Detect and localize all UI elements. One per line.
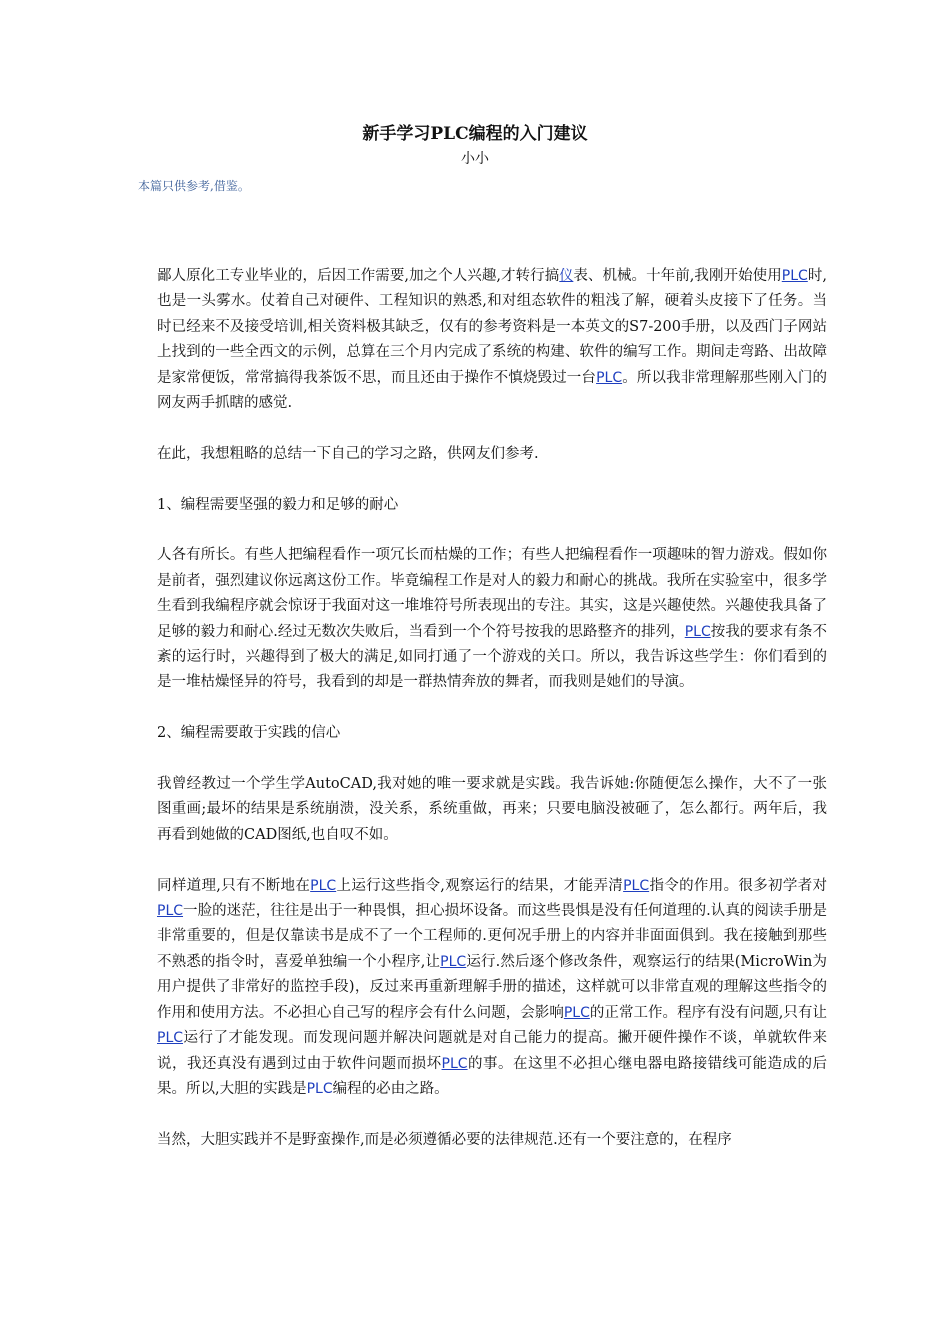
link-plc[interactable]: PLC	[441, 1055, 468, 1072]
section-heading-1: 1、编程需要坚强的毅力和足够的耐心	[157, 496, 399, 513]
link-plc[interactable]: PLC	[684, 623, 711, 640]
paragraph-practice: 同样道理,只有不断地在PLC上运行这些指令,观察运行的结果，才能弄清PLC指令的作用。很多初学者对PLC一脸的迷茫，往往是出于一种畏惧，担心损坏设备。而这些畏惧是没有任何道理的.认真的阅读手册是非常重要的，但是仅靠读书是成不了一个工程师的.更何况手册上的内容并非面面俱到。我在接触到那些不熟悉的指令时，喜爱单独编一个小程序,让PLC运行.然后逐个修改条件，观察运行的结果(MicroWin为用户提供了非常好的监控手段)，反过来再重新理解手册的描述，这样就可以非常直观的理解这些指令的作用和使用方法。不必担心自己写的程序会有什么问题，会影响PLC的正常工作。程序有没有问题,只有让PLC运行了才能发现。而发现问题并解决问题就是对自己能力的提高。撇开硬件操作不谈，单就软件来说，我还真没有遇到过由于软件问题而损坏PLC的事。在这里不必担心继电器电路接错线可能造成的后果。所以,大胆的实践是PLC编程的必由之路。	[157, 877, 828, 1097]
link-plc[interactable]: PLC	[310, 877, 337, 894]
link-plc[interactable]: PLC	[157, 1030, 184, 1047]
author-name: 小小	[461, 151, 489, 167]
reference-note: 本篇只供参考,借鉴。	[138, 179, 250, 193]
section-heading-2: 2、编程需要敢于实践的信心	[157, 725, 341, 742]
paragraph-autocad: 我曾经教过一个学生学AutoCAD,我对她的唯一要求就是实践。我告诉她:你随便怎么操作，大不了一张图重画;最坏的结果是系统崩溃，没关系，系统重做，再来；只要电脑没被砸了，怎么都行。两年后，我再看到她做的CAD图纸,也自叹不如。	[157, 776, 827, 843]
paragraph-intro: 鄙人原化工专业毕业的，后因工作需要,加之个人兴趣,才转行搞仪表、机械。十年前,我刚开始使用PLC时,也是一头雾水。仗着自己对硬件、工程知识的熟悉,和对组态软件的粗浅了解，硬着头皮接下了任务。当时已经来不及接受培训,相关资料极其缺乏，仅有的参考资料是一本英文的S7-200手册，以及西门子网站上找到的一些全西文的示例，总算在三个月内完成了系统的构建、软件的编写工作。期间走弯路、出故障是家常便饭，常常搞得我茶饭不思，而且还由于操作不慎烧毁过一台PLC。所以我非常理解那些刚入门的网友两手抓瞎的感觉.	[157, 268, 828, 412]
link-plc[interactable]: PLC	[623, 877, 650, 894]
plc-term: PLC	[306, 1080, 333, 1097]
link-plc[interactable]: PLC	[157, 903, 184, 920]
article-body	[157, 264, 827, 1179]
paragraph-rules: 当然，大胆实践并不是野蛮操作,而是必须遵循必要的法律规范.还有一个要注意的，在程序	[157, 1131, 732, 1148]
link-plc[interactable]: PLC	[563, 1004, 590, 1021]
link-plc[interactable]: PLC	[440, 953, 467, 970]
link-plc[interactable]: PLC	[781, 268, 808, 284]
link-plc[interactable]: PLC	[596, 369, 623, 386]
link-yi[interactable]: 仪	[559, 268, 574, 284]
paragraph-summary: 在此，我想粗略的总结一下自己的学习之路，供网友们参考.	[157, 445, 539, 462]
paragraph-patience: 人各有所长。有些人把编程看作一项冗长而枯燥的工作；有些人把编程看作一项趣味的智力游戏。假如你是前者，强烈建议你远离这份工作。毕竟编程工作是对人的毅力和耐心的挑战。我所在实验室中，很多学生看到我编程序就会惊讶于我面对这一堆堆符号所表现出的专注。其实，这是兴趣使然。兴趣使我具备了足够的毅力和耐心.经过无数次失败后，当看到一个个符号按我的思路整齐的排列，PLC按我的要求有条不紊的运行时，兴趣得到了极大的满足,如同打通了一个游戏的关口。所以，我告诉这些学生：你们看到的是一堆枯燥怪异的符号，我看到的却是一群热情奔放的舞者，而我则是她们的导演。	[157, 547, 828, 691]
document-title: 新手学习PLC编程的入门建议	[362, 124, 588, 144]
